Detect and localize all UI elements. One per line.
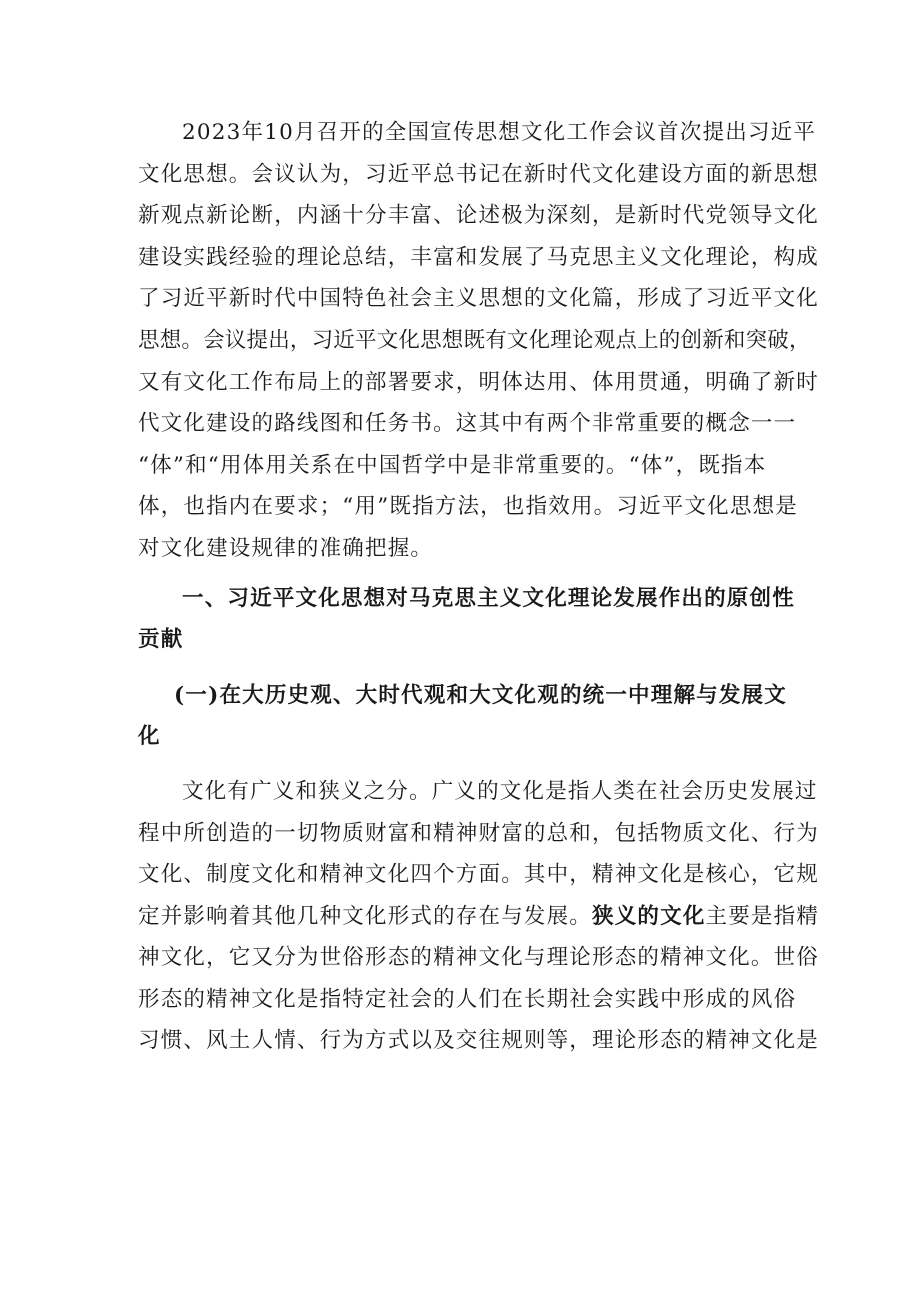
- paragraph-line: 文化有广义和狭义之分。广义的文化是指人类在社会历史发展过: [182, 778, 818, 804]
- paragraph-line: 习惯、风土人情、行为方式以及交往规则等，理论形态的精神文化是: [138, 1028, 820, 1054]
- paragraph-line: 体，也指内在要求；“用”既指方法，也指效用。习近平文化思想是: [138, 494, 798, 520]
- paragraph-line: 2023年10月召开的全国宣传思想文化工作会议首次提出习近平: [182, 120, 817, 145]
- paragraph-line: 文化、制度文化和精神文化四个方面。其中，精神文化是核心，它规: [138, 862, 820, 888]
- heading-line: (一)在大历史观、大时代观和大文化观的统一中理解与发展文: [174, 682, 787, 708]
- paragraph-line: 建设实践经验的理论总结，丰富和发展了马克思主义文化理论，构成: [138, 244, 820, 270]
- culture-paragraph: [138, 771, 820, 1062]
- document-page: [138, 112, 820, 1062]
- paragraph-line: 程中所创造的一切物质财富和精神财富的总和，包括物质文化、行为: [138, 820, 820, 846]
- paragraph-line: 文化思想。会议认为，习近平总书记在新时代文化建设方面的新思想: [138, 161, 820, 187]
- paragraph-line: “体”和“用体用关系在中国哲学中是非常重要的。“体”，既指本: [138, 452, 767, 478]
- paragraph-line: 形态的精神文化是指特定社会的人们在长期社会实践中形成的风俗: [138, 986, 797, 1012]
- paragraph-line: 对文化建设规律的准确把握。: [138, 535, 434, 561]
- intro-paragraph: [138, 112, 820, 570]
- text-run: 定并影响着其他几种文化形式的存在与发展。: [138, 903, 593, 929]
- heading-line: 化: [138, 724, 161, 750]
- bold-term: 狭义的文化: [592, 903, 706, 929]
- paragraph-line: 代文化建设的路线图和任务书。这其中有两个非常重要的概念一一: [138, 411, 797, 437]
- subsection-heading: [138, 675, 786, 758]
- text-run: 主要是指精: [705, 903, 820, 929]
- paragraph-line: 思想。会议提出，习近平文化思想既有文化理论观点上的创新和突破，: [138, 327, 811, 353]
- section-heading: [138, 578, 795, 661]
- paragraph-line: 又有文化工作布局上的部署要求，明体达用、体用贯通，明确了新时: [138, 369, 820, 395]
- heading-line: 一、习近平文化思想对马克思主义文化理论发展作出的原创性: [182, 585, 795, 611]
- paragraph-line: 了习近平新时代中国特色社会主义思想的文化篇，形成了习近平文化: [138, 286, 820, 312]
- paragraph-line: 新观点新论断，内涵十分丰富、论述极为深刻，是新时代党领导文化: [138, 203, 820, 229]
- paragraph-line: 神文化，它又分为世俗形态的精神文化与理论形态的精神文化。世俗: [138, 945, 820, 971]
- heading-line: 贡献: [138, 627, 184, 653]
- paragraph-line: [138, 896, 820, 938]
